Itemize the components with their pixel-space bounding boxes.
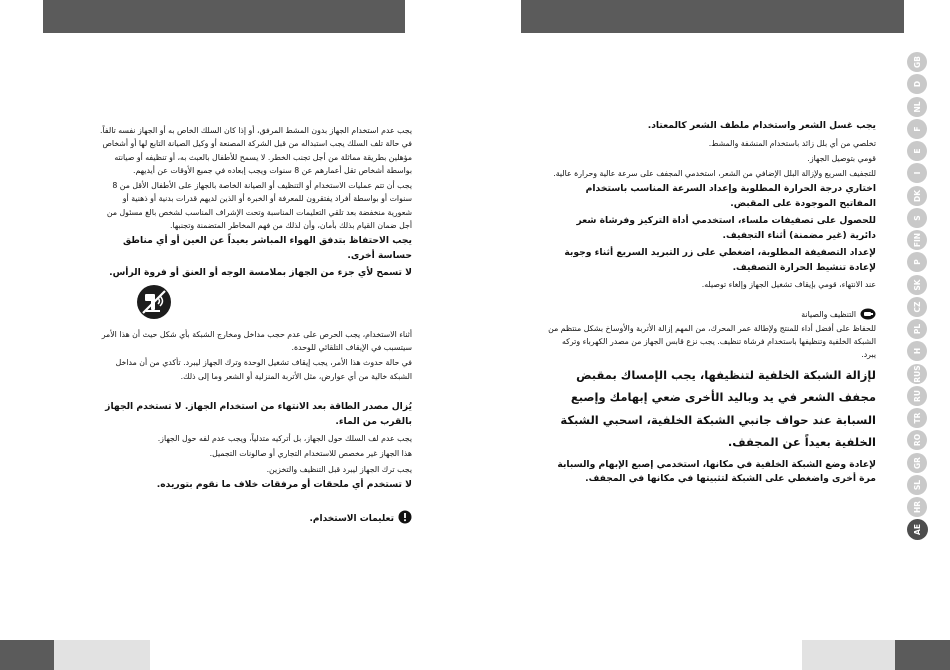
paragraph-bold: لا تستخدم أي ملحقات أو مرفقات خلاف ما نقوم بتوريده.: [156, 478, 412, 490]
no-water-dryer-icon: [136, 284, 172, 320]
warning-icon-row: [100, 284, 412, 324]
left-footer-dark: [0, 640, 54, 670]
paragraph-bold: يجب الاحتفاظ بتدفق الهواء المباشر بعيداً عن العين أو أي مناطق حساسة أخرى.: [123, 235, 412, 261]
right-page-column: [548, 118, 876, 490]
language-tab-ro[interactable]: RO: [907, 430, 927, 450]
paragraph-small: للتجفيف السريع ولإزالة البلل الإضافي من الشعر، استخدمي المجفف على سرعة عالية وحرارة عالية.: [553, 169, 876, 179]
paragraph-small: أثناء الاستخدام، يجب الحرص على عدم حجب مداخل ومخارج الشبكة بأي شكل حيث أن هذا الأمر سيتسبب في الإيقاف التلقائي للوحدة.: [101, 329, 412, 353]
paragraph-small: يجب أن تتم عمليات الاستخدام أو التنظيف أو الصيانة الخاصة بالجهاز على الأطفال الأقل من 8 سنوات أو بواسطة أفراد يفتقرون للمعرفة أو الخبرة أو الذين لديهم قدرات بدنية أو ذهنية أو شعورية منخفضة بعد تلقي التعليمات المناسبة وتحت الإشراف المناسب لشخص بالغ مسئول من أجل ضمان القيام بذلك بأمان، وأن لذلك من فهم المخاطر المتضمنة وتجنبها.: [106, 181, 412, 231]
paragraph-bold: لإعداد التصفيفة المطلوبة، اضغطي على زر التبريد السريع أثناء وجوبة لإعادة تنشيط الحرارة التصفيف.: [564, 247, 876, 273]
paragraph-small: يجب ترك الجهاز ليبرد قبل التنظيف والتخزين.: [266, 464, 412, 474]
paragraph-small: عند الانتهاء، قومي بإيقاف تشغيل الجهاز وإلغاء توصيله.: [701, 280, 876, 290]
paragraph-small: يجب عدم استخدام الجهاز بدون المشط المرفق، أو إذا كان السلك الخاص به أو الجهاز نفسه تالفاً. في حالة تلف السلك يجب استبداله من قبل الشركة المصنعة أو وكيل الصيانة التابع لها أو أشخاص مؤهلين بطريقة مماثلة من أجل تجنب الخطر. لا يسمح للأطفال بالعبث به، أو تنظيفه أو صيانته بواسطة أشخاص تقل أعمارهم عن 8 سنوات ويجب إبعاده في جميع الأوقات عن أيديهم.: [100, 126, 412, 175]
language-tab-rus[interactable]: RUS: [907, 364, 927, 384]
right-footer-dark: [895, 640, 950, 670]
paragraph-small: يجب عدم لف السلك حول الجهاز، بل أتركيه متدلياً، ويجب عدم لفه حول الجهاز.: [157, 434, 412, 444]
language-tab-cz[interactable]: CZ: [907, 297, 927, 317]
language-tab-i[interactable]: I: [907, 163, 927, 183]
right-header-bar: [521, 0, 904, 33]
language-tab-h[interactable]: H: [907, 341, 927, 361]
spacer: [100, 495, 412, 509]
language-tab-fin[interactable]: FIN: [907, 230, 927, 250]
language-tab-hr[interactable]: HR: [907, 497, 927, 517]
paragraph-small: في حالة حدوث هذا الأمر، يجب إيقاف تشغيل الوحدة وترك الجهاز ليبرد. تأكدي من أن مداخل الشبكة خالية من أي عوارض، مثل الأتربة المنزلية أو الشعر وما إلى ذلك.: [115, 358, 412, 381]
paragraph-bold: يُزال مصدر الطاقة بعد الانتهاء من استخدام الجهاز. لا تستخدم الجهاز بالقرب من الماء.: [105, 401, 412, 427]
language-tab-s[interactable]: S: [907, 208, 927, 228]
language-tab-ae[interactable]: AE: [907, 519, 928, 540]
paragraph-big: لإزالة الشبكة الخلفية لتنظيفها، يجب الإمساك بمقبض مجفف الشعر في يد وباليد الأخرى ضعي إبهامك وإصبع السبابة عند حواف جانبي الشبكة الخلفية، اسحبي الشبكة الخلفية بعيداً عن المجفف.: [560, 367, 876, 450]
language-tab-d[interactable]: D: [907, 74, 927, 94]
language-tab-gr[interactable]: GR: [907, 453, 927, 473]
paragraph-small: للحفاظ على أفضل أداء للمنتج ولإطالة عمر المحرك، من المهم إزالة الأتربة والأوساخ بشكل منتظم من الشبكة الخلفية وتنظيفها باستخدام فرشاة تنظيف. يجب نزع قابس الجهاز من مصدر الكهرباء وتركه يبرد.: [548, 323, 876, 360]
language-tab-dk[interactable]: DK: [907, 186, 927, 206]
language-tab-p[interactable]: P: [907, 252, 927, 272]
language-tab-pl[interactable]: PL: [907, 319, 927, 339]
paragraph-bold: يجب غسل الشعر واستخدام ملطف الشعر كالمعتاد.: [647, 120, 876, 131]
spacer: [100, 385, 412, 399]
alert-icon: [398, 509, 412, 528]
language-tab-nl[interactable]: NL: [907, 97, 927, 117]
paragraph-small: تخلصي من أي بلل زائد باستخدام المنشفة والمشط.: [708, 138, 876, 148]
language-sidebar: [905, 52, 929, 543]
language-tab-f[interactable]: F: [907, 119, 927, 139]
left-page-column: [100, 124, 412, 528]
left-header-bar: [43, 0, 405, 33]
paragraph-small: هذا الجهاز غير مخصص للاستخدام التجاري أو صالونات التجميل.: [209, 449, 412, 459]
language-tab-sl[interactable]: SL: [907, 475, 927, 495]
paragraph-bold: للحصول على تصفيفات ملساء، استخدمي أداة التركيز وفرشاة شعر دائرية (غير مضمنة) أثناء التجفيف.: [576, 215, 876, 241]
language-tab-ru[interactable]: RU: [907, 386, 927, 406]
spacer: [548, 294, 876, 308]
paragraph-bold: لإعادة وضع الشبكة الخلفية في مكانها، استخدمي إصبع الإبهام والسبابة مرة أخرى واضغطي على الشبكة لتثبيتها في مكانها في المجفف.: [557, 458, 876, 485]
language-tab-e[interactable]: E: [907, 141, 927, 161]
section-title: التنظيف والصيانة: [801, 310, 856, 320]
paragraph-bold: اختاري درجة الحرارة المطلوبة وإعداد السرعة المناسب باستخدام المفاتيح الموجودة على المقبض.: [585, 183, 876, 209]
paragraph-small: قومي بتوصيل الجهاز.: [807, 153, 876, 163]
left-footer-light: [54, 640, 150, 670]
language-tab-sk[interactable]: SK: [907, 275, 927, 295]
cleaning-section-heading: [548, 308, 876, 322]
right-footer-light: [802, 640, 895, 670]
hairdryer-icon: [860, 308, 876, 322]
paragraph-bold: لا تسمح لأي جزء من الجهاز بملامسة الوجه أو العنق أو فروة الرأس.: [109, 267, 412, 279]
instructions-heading: [100, 509, 412, 528]
language-tab-tr[interactable]: TR: [907, 408, 927, 428]
heading-text: تعليمات الاستخدام.: [309, 513, 394, 524]
language-tab-gb[interactable]: GB: [907, 52, 927, 72]
